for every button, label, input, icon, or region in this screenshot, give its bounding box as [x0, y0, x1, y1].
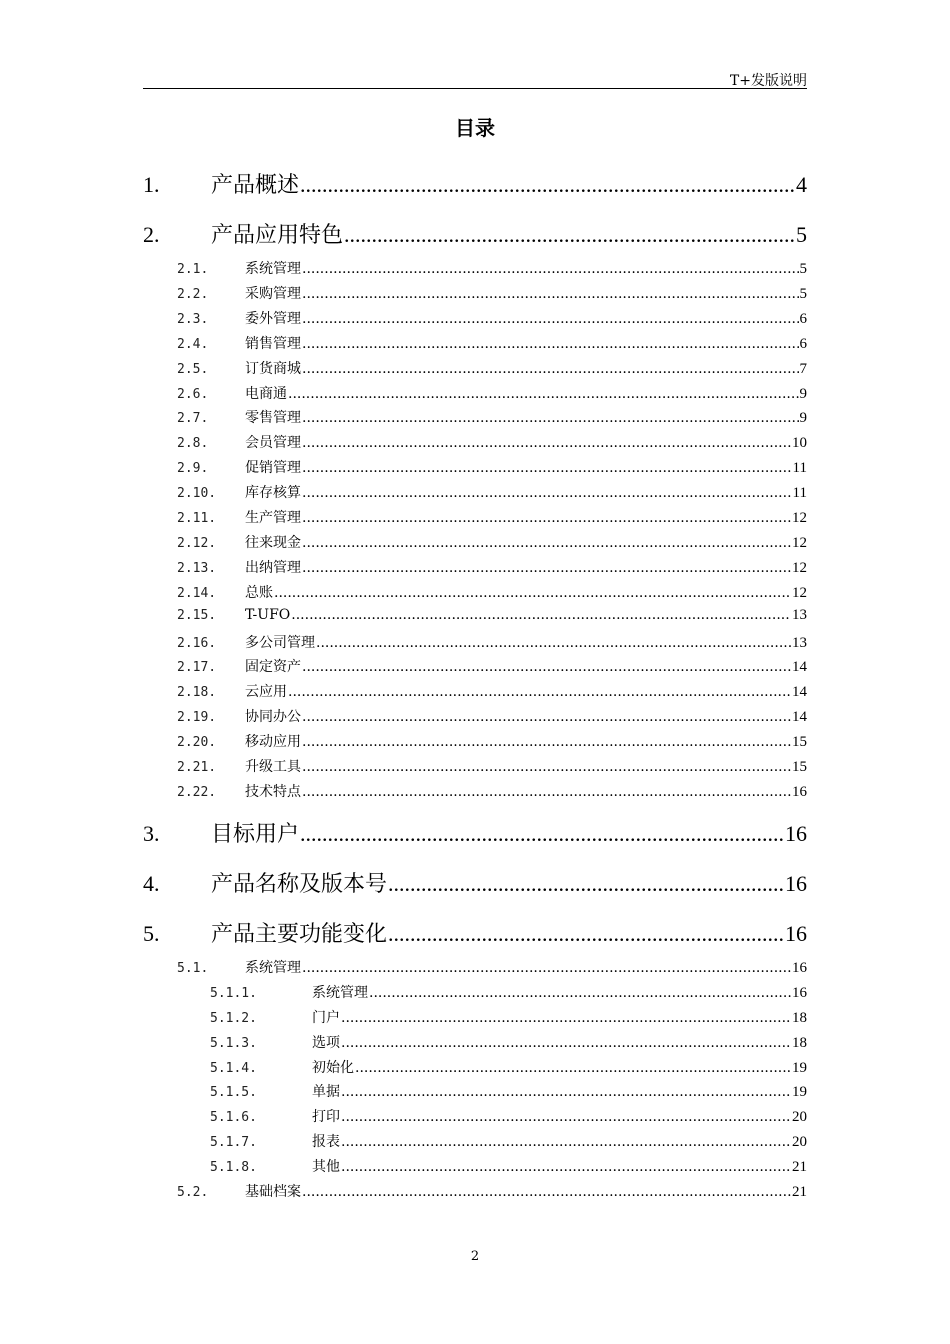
toc-entry-label: 升级工具	[245, 759, 301, 775]
toc-entry-number: 2.6.	[177, 386, 209, 402]
toc-entry-page: 14	[792, 659, 807, 676]
toc-entry-label: T-UFO	[245, 606, 291, 623]
toc-entry-label: 单据	[312, 1084, 340, 1101]
toc-dot-leader	[288, 684, 791, 700]
toc-entry-page: 9	[799, 385, 807, 402]
toc-entry-page: 16	[785, 870, 807, 896]
toc-entry[interactable]	[143, 1106, 807, 1126]
header-rule	[143, 88, 807, 89]
toc-dot-leader	[355, 1060, 791, 1076]
toc-entry-page: 19	[792, 1059, 807, 1076]
toc-entry[interactable]	[143, 283, 807, 303]
toc-dot-leader	[369, 985, 791, 1001]
toc-entry-page: 7	[799, 360, 807, 377]
toc-entry[interactable]	[143, 781, 807, 801]
toc-title: 目录	[455, 116, 495, 140]
toc-entry-number: 5.1.8.	[210, 1160, 257, 1176]
toc-dot-leader	[341, 1010, 791, 1026]
toc-dot-leader	[302, 435, 791, 451]
toc-entry-page: 6	[799, 310, 807, 327]
toc-entry-number: 5.1.7.	[210, 1135, 257, 1151]
toc-entry-number: 2.13.	[177, 560, 217, 576]
toc-entry-label: 初始化	[312, 1059, 354, 1076]
toc-entry-page: 16	[792, 984, 807, 1001]
toc-entry-page: 5	[796, 222, 807, 247]
toc-dot-leader	[302, 311, 799, 327]
toc-entry-page: 21	[792, 1184, 807, 1200]
toc-dot-leader	[302, 709, 791, 725]
toc-entry-label: 选项	[312, 1034, 340, 1051]
toc-entry[interactable]	[143, 1007, 807, 1027]
toc-entry-number: 5.2.	[177, 1185, 209, 1200]
toc-dot-leader	[300, 172, 795, 198]
toc-entry-page: 12	[792, 534, 807, 551]
toc-entry-label: 零售管理	[245, 410, 301, 427]
toc-entry-label: 产品主要功能变化	[211, 921, 388, 947]
toc-entry-label: 会员管理	[245, 435, 301, 452]
toc-entry-page: 4	[796, 172, 807, 197]
toc-dot-leader	[341, 1159, 791, 1175]
toc-entry-number: 5.1.6.	[210, 1110, 257, 1126]
toc-entry[interactable]	[143, 1032, 807, 1052]
toc-dot-leader	[302, 960, 791, 976]
toc-dot-leader	[302, 759, 791, 775]
toc-entry[interactable]	[143, 383, 807, 403]
toc-entry-page: 12	[792, 559, 807, 576]
toc-entry[interactable]	[143, 532, 807, 552]
toc-entry-page: 14	[792, 709, 807, 726]
toc-entry[interactable]	[143, 168, 807, 198]
toc-entry-page: 13	[792, 634, 807, 651]
toc-dot-leader	[302, 361, 799, 377]
toc-entry-label: 多公司管理	[245, 634, 315, 651]
toc-entry[interactable]	[143, 1156, 807, 1176]
toc-dot-leader	[302, 261, 799, 277]
toc-entry[interactable]	[143, 656, 807, 676]
toc-dot-leader	[341, 1084, 791, 1100]
page-number: 2	[470, 1249, 480, 1264]
toc-dot-leader	[341, 1134, 791, 1150]
toc-entry-label: 系统管理	[245, 261, 301, 277]
toc-dot-leader	[302, 1184, 791, 1200]
toc-dot-leader	[344, 222, 795, 248]
toc-entry[interactable]	[143, 957, 807, 977]
toc-entry[interactable]	[143, 1057, 807, 1077]
toc-dot-leader	[302, 460, 792, 476]
toc-entry-label: 系统管理	[245, 959, 301, 976]
toc-entry-number: 3.	[143, 820, 160, 846]
toc-entry-number: 2.	[143, 222, 160, 247]
toc-entry-page: 5	[799, 285, 807, 302]
toc-entry-number: 2.15.	[177, 607, 217, 623]
toc-entry-number: 5.	[143, 920, 160, 946]
toc-entry[interactable]	[143, 432, 807, 452]
toc-entry-number: 2.18.	[177, 685, 217, 701]
toc-entry-label: 生产管理	[245, 510, 301, 526]
toc-entry-label: 基础档案	[245, 1184, 301, 1200]
toc-entry-number: 2.10.	[177, 486, 217, 502]
toc-dot-leader	[274, 585, 791, 601]
toc-entry-number: 2.14.	[177, 585, 217, 601]
toc-entry-number: 2.7.	[177, 411, 209, 427]
toc-entry-label: 产品概述	[211, 173, 300, 198]
toc-entry-label: 产品名称及版本号	[211, 871, 388, 897]
toc-entry-number: 2.1.	[177, 262, 209, 277]
toc-entry-number: 2.3.	[177, 311, 209, 327]
toc-entry-label: 固定资产	[245, 659, 301, 676]
toc-entry-page: 12	[792, 510, 807, 526]
toc-entry-label: 技术特点	[245, 783, 301, 800]
toc-dot-leader	[302, 734, 791, 750]
toc-entry-number: 5.1.	[177, 960, 209, 976]
toc-dot-leader	[302, 784, 791, 800]
toc-entry[interactable]	[143, 333, 807, 353]
toc-entry[interactable]	[143, 308, 807, 328]
toc-entry[interactable]	[143, 557, 807, 577]
toc-dot-leader	[302, 510, 791, 526]
toc-dot-leader	[302, 485, 792, 501]
toc-entry-number: 2.20.	[177, 735, 217, 751]
toc-entry-page: 16	[792, 783, 807, 800]
toc-entry[interactable]	[143, 358, 807, 378]
toc-entry-label: 销售管理	[245, 335, 301, 352]
toc-entry[interactable]	[143, 457, 807, 477]
toc-entry-number: 5.1.2.	[210, 1010, 257, 1026]
toc-entry[interactable]	[143, 1081, 807, 1101]
toc-entry-number: 2.5.	[177, 361, 209, 377]
toc-dot-leader	[288, 386, 799, 402]
toc-entry-number: 2.22.	[177, 784, 217, 800]
toc-dot-leader	[302, 535, 791, 551]
toc-entry-number: 2.4.	[177, 336, 209, 352]
toc-entry-number: 5.1.4.	[210, 1060, 257, 1076]
toc-dot-leader	[302, 560, 791, 576]
toc-entry[interactable]	[143, 482, 807, 502]
toc-entry-page: 15	[792, 734, 807, 751]
toc-entry-label: 系统管理	[312, 984, 368, 1001]
toc-entry-number: 5.1.1.	[210, 985, 257, 1001]
toc-entry-label: 订货商城	[245, 360, 301, 377]
toc-entry-label: 移动应用	[245, 734, 301, 751]
toc-entry[interactable]	[143, 756, 807, 776]
header-title: T+发版说明	[729, 73, 807, 89]
toc-entry-label: 库存核算	[245, 485, 301, 502]
toc-entry-label: 报表	[312, 1134, 340, 1151]
toc-entry-page: 18	[792, 1034, 807, 1051]
toc-entry-label: 促销管理	[245, 460, 301, 477]
toc-entry[interactable]	[143, 681, 807, 701]
toc-entry-page: 6	[799, 335, 807, 352]
toc-entry[interactable]	[143, 407, 807, 427]
toc-entry-page: 19	[792, 1084, 807, 1101]
toc-entry[interactable]	[143, 507, 807, 527]
toc-entry-page: 12	[792, 584, 807, 601]
toc-entry[interactable]	[143, 582, 807, 602]
toc-dot-leader	[300, 821, 784, 847]
toc-entry-label: 采购管理	[245, 285, 301, 302]
toc-entry[interactable]	[143, 1131, 807, 1151]
toc-dot-leader	[302, 286, 799, 302]
toc-entry-page: 10	[792, 435, 807, 452]
toc-entry[interactable]	[143, 706, 807, 726]
toc-entry-label: 目标用户	[211, 821, 300, 847]
toc-entry-number: 2.16.	[177, 635, 217, 651]
toc-entry[interactable]	[143, 632, 807, 652]
toc-entry-page: 16	[785, 820, 807, 846]
toc-entry-label: 打印	[312, 1109, 340, 1126]
toc-entry-label: 协同办公	[245, 709, 301, 726]
toc-entry-label: 其他	[312, 1159, 340, 1176]
toc-entry[interactable]	[143, 867, 807, 897]
toc-entry-number: 2.9.	[177, 461, 209, 477]
toc-entry[interactable]	[143, 607, 807, 627]
toc-entry[interactable]	[143, 218, 807, 248]
toc-entry-number: 4.	[143, 870, 160, 896]
toc-entry[interactable]	[143, 982, 807, 1002]
toc-entry-page: 18	[792, 1009, 807, 1026]
toc-entry[interactable]	[143, 258, 807, 278]
toc-entry-number: 2.11.	[177, 511, 217, 526]
toc-entry[interactable]	[143, 731, 807, 751]
toc-entry-page: 21	[792, 1159, 807, 1176]
toc-entry[interactable]	[143, 1181, 807, 1201]
toc-entry-number: 5.1.5.	[210, 1085, 257, 1101]
toc-entry-label: 往来现金	[245, 534, 301, 551]
toc-dot-leader	[388, 921, 784, 947]
toc-entry-page: 20	[792, 1109, 807, 1126]
toc-dot-leader	[316, 635, 791, 651]
toc-dot-leader	[302, 336, 799, 352]
toc-entry-label: 总账	[245, 584, 273, 601]
toc-entry-page: 13	[792, 606, 807, 623]
toc-entry-page: 20	[792, 1134, 807, 1151]
toc-entry[interactable]	[143, 817, 807, 847]
toc-entry-label: 门户	[312, 1009, 340, 1026]
toc-entry-page: 9	[799, 410, 807, 427]
toc-entry-page: 11	[792, 485, 807, 502]
toc-dot-leader	[388, 871, 784, 897]
toc-entry-number: 5.1.3.	[210, 1035, 257, 1051]
toc-entry-number: 2.12.	[177, 535, 217, 551]
toc-dot-leader	[341, 1035, 791, 1051]
toc-entry-label: 委外管理	[245, 310, 301, 327]
toc-dot-leader	[302, 659, 791, 675]
toc-entry-number: 2.21.	[177, 760, 217, 775]
toc-dot-leader	[341, 1109, 791, 1125]
toc-dot-leader	[302, 410, 799, 426]
toc-entry-label: 电商通	[245, 385, 287, 402]
toc-entry-page: 11	[792, 460, 807, 477]
toc-entry-number: 2.2.	[177, 286, 209, 302]
toc-entry-number: 2.19.	[177, 710, 217, 726]
toc-entry[interactable]	[143, 917, 807, 947]
toc-dot-leader	[291, 607, 791, 623]
toc-entry-number: 2.8.	[177, 436, 209, 452]
toc-entry-page: 14	[792, 684, 807, 701]
toc-entry-page: 5	[799, 261, 807, 277]
toc-entry-number: 2.17.	[177, 660, 217, 676]
toc-entry-label: 出纳管理	[245, 559, 301, 576]
toc-entry-label: 云应用	[245, 684, 287, 701]
toc-entry-page: 15	[792, 759, 807, 775]
toc-entry-number: 1.	[143, 172, 160, 197]
toc-entry-page: 16	[792, 959, 807, 976]
toc-entry-label: 产品应用特色	[211, 223, 344, 248]
toc-entry-page: 16	[785, 920, 807, 946]
